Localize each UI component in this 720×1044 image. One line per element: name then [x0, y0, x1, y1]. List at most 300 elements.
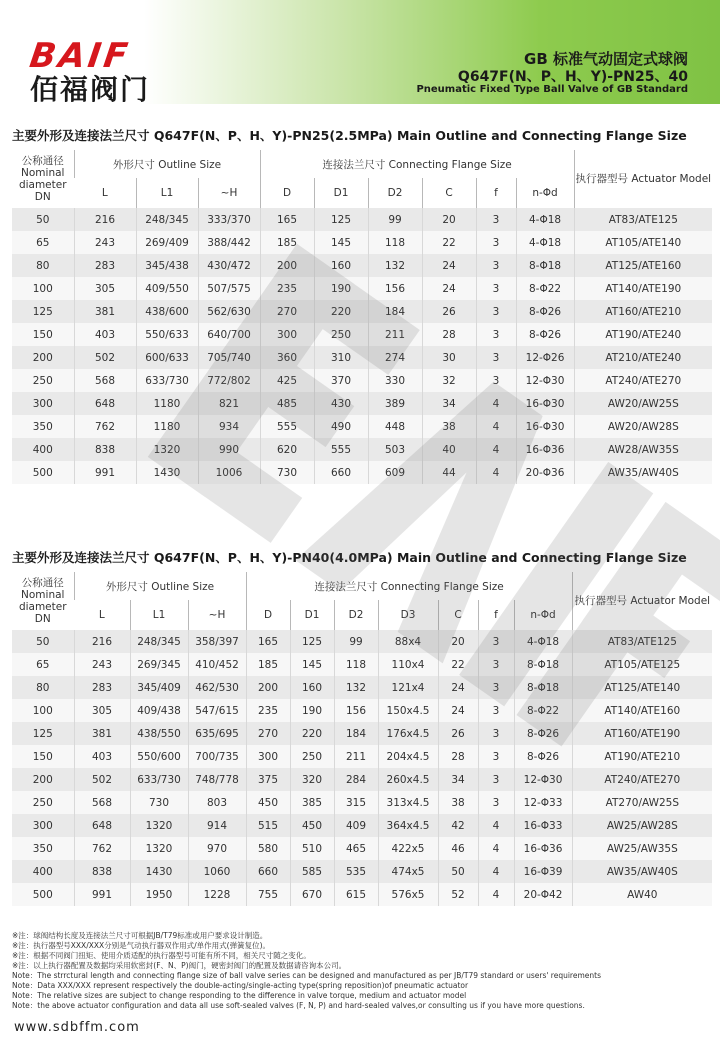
table-cell: 315: [334, 791, 378, 814]
table-cell: 269/345: [130, 653, 188, 676]
table-cell: 755: [246, 883, 290, 906]
table-row: [12, 791, 712, 814]
table-cell: 16-Φ33: [514, 814, 572, 837]
table-cell: 200: [260, 254, 314, 277]
table-cell: 748/778: [188, 768, 246, 791]
table-cell: 24: [422, 254, 476, 277]
table-cell: 450: [246, 791, 290, 814]
table-cell: 243: [74, 231, 136, 254]
table-row: [12, 254, 712, 277]
table-cell: 358/397: [188, 630, 246, 653]
table-cell: 250: [314, 323, 368, 346]
table-cell: 425: [260, 369, 314, 392]
table-cell: 465: [334, 837, 378, 860]
column-header: D1: [314, 178, 368, 208]
header-title-en: Pneumatic Fixed Type Ball Valve of GB Standard: [416, 84, 688, 95]
table-cell: 4: [478, 814, 514, 837]
table-cell: 16-Φ36: [514, 837, 572, 860]
table-cell: 118: [368, 231, 422, 254]
column-header: L1: [136, 178, 198, 208]
table-cell: 320: [290, 768, 334, 791]
table-cell: AT160/ATE190: [572, 722, 712, 745]
table-cell: 762: [74, 415, 136, 438]
table-cell: 3: [476, 346, 516, 369]
table-row: [12, 392, 712, 415]
table-cell: 50: [438, 860, 478, 883]
table-cell: AT105/ATE125: [572, 653, 712, 676]
table-cell: 8-Φ22: [516, 277, 574, 300]
table-cell: 1430: [130, 860, 188, 883]
header-title-model: Q647F(N、P、H、Y)-PN25、40: [457, 69, 688, 85]
table-row: [12, 231, 712, 254]
table-cell: AT190/ATE210: [572, 745, 712, 768]
table-cell: 12-Φ26: [516, 346, 574, 369]
table-row: [12, 814, 712, 837]
table-row: [12, 438, 712, 461]
table-cell: 3: [478, 745, 514, 768]
table-cell: 200: [12, 346, 74, 369]
note-line: ※注：执行器型号XXX/XXX分别是气动执行器双作用式/单作用式(弹簧复位)。: [12, 941, 271, 950]
table-cell: 250: [12, 791, 74, 814]
table-cell: 403: [74, 323, 136, 346]
actuator-model-header: 执行器型号 Actuator Model: [572, 572, 712, 630]
table-cell: 310: [314, 346, 368, 369]
column-header: n-Φd: [514, 600, 572, 630]
table-cell: 500: [12, 461, 74, 484]
column-header: D2: [368, 178, 422, 208]
table-cell: 270: [260, 300, 314, 323]
table-cell: AT125/ATE140: [572, 676, 712, 699]
table-cell: 422x5: [378, 837, 438, 860]
table-cell: 562/630: [198, 300, 260, 323]
table-cell: 283: [74, 254, 136, 277]
table-row: [12, 745, 712, 768]
table-cell: 8-Φ18: [514, 653, 572, 676]
table-cell: 438/600: [136, 300, 198, 323]
table-cell: 821: [198, 392, 260, 415]
table-cell: 42: [438, 814, 478, 837]
table-cell: 300: [12, 392, 74, 415]
table-cell: 300: [246, 745, 290, 768]
table-cell: 34: [438, 768, 478, 791]
table-cell: 550/633: [136, 323, 198, 346]
table-row: [12, 369, 712, 392]
table-cell: 250: [12, 369, 74, 392]
table-cell: 99: [368, 208, 422, 231]
table-cell: 16-Φ39: [514, 860, 572, 883]
table-cell: 4: [476, 392, 516, 415]
table-cell: 99: [334, 630, 378, 653]
table-cell: 125: [12, 300, 74, 323]
table-cell: 8-Φ18: [514, 676, 572, 699]
table-cell: AT140/ATE160: [572, 699, 712, 722]
logo-text: BAIF: [27, 36, 133, 76]
table-cell: 274: [368, 346, 422, 369]
table-cell: 190: [290, 699, 334, 722]
table-cell: 284: [334, 768, 378, 791]
table-cell: 438/550: [130, 722, 188, 745]
table-cell: 3: [476, 231, 516, 254]
table-cell: 370: [314, 369, 368, 392]
table-cell: 375: [246, 768, 290, 791]
table-cell: 235: [246, 699, 290, 722]
table-cell: 34: [422, 392, 476, 415]
table-cell: 16-Φ36: [516, 438, 574, 461]
table-cell: AW20/AW28S: [574, 415, 712, 438]
table-cell: 8-Φ26: [514, 745, 572, 768]
table-row: [12, 415, 712, 438]
table-cell: 40: [422, 438, 476, 461]
table-cell: 200: [246, 676, 290, 699]
table-cell: 1320: [130, 837, 188, 860]
actuator-model-header: 执行器型号 Actuator Model: [574, 150, 712, 208]
table-cell: 555: [314, 438, 368, 461]
table-cell: 409/438: [130, 699, 188, 722]
table-cell: 580: [246, 837, 290, 860]
table-cell: 125: [290, 630, 334, 653]
dn-header: 公称通径 Nominal diameter DN: [12, 572, 74, 630]
table-cell: 4: [478, 860, 514, 883]
table-cell: 125: [314, 208, 368, 231]
table-cell: 1180: [136, 392, 198, 415]
column-header: n-Φd: [516, 178, 574, 208]
table-cell: 26: [438, 722, 478, 745]
column-header: L: [74, 178, 136, 208]
table-cell: 730: [130, 791, 188, 814]
table-cell: 3: [478, 699, 514, 722]
table-cell: 150: [12, 323, 74, 346]
table-cell: 705/740: [198, 346, 260, 369]
notes-section: [12, 931, 712, 1011]
table-cell: 24: [438, 676, 478, 699]
table-cell: 65: [12, 653, 74, 676]
table-cell: 615: [334, 883, 378, 906]
table-cell: 485: [260, 392, 314, 415]
table-cell: 648: [74, 392, 136, 415]
table-cell: 3: [476, 208, 516, 231]
table-cell: 20-Φ42: [514, 883, 572, 906]
table-cell: 184: [368, 300, 422, 323]
table-cell: 121x4: [378, 676, 438, 699]
table-cell: 184: [334, 722, 378, 745]
table-cell: 300: [260, 323, 314, 346]
table-cell: 145: [314, 231, 368, 254]
table-cell: 12-Φ30: [514, 768, 572, 791]
table-cell: 403: [74, 745, 130, 768]
table-cell: 381: [74, 722, 130, 745]
table-cell: 345/409: [130, 676, 188, 699]
table-cell: AT240/ATE270: [574, 369, 712, 392]
table-cell: 991: [74, 461, 136, 484]
table-cell: 1950: [130, 883, 188, 906]
table-row: [12, 837, 712, 860]
table-cell: 914: [188, 814, 246, 837]
table-cell: AW40: [572, 883, 712, 906]
table-cell: 430: [314, 392, 368, 415]
table-cell: 235: [260, 277, 314, 300]
table-cell: 462/530: [188, 676, 246, 699]
table-cell: 248/345: [130, 630, 188, 653]
note-line: ※注：球阀结构长度及连接法兰尺寸可根据JB/T79标准或用户要求设计制造。: [12, 931, 268, 940]
table-cell: AT83/ATE125: [572, 630, 712, 653]
table-cell: 8-Φ26: [514, 722, 572, 745]
table-cell: AT240/ATE270: [572, 768, 712, 791]
table-cell: 3: [478, 630, 514, 653]
table-cell: 502: [74, 768, 130, 791]
table-cell: 3: [476, 254, 516, 277]
table-cell: 670: [290, 883, 334, 906]
column-header: ~H: [188, 600, 246, 630]
table-cell: 609: [368, 461, 422, 484]
column-header: L1: [130, 600, 188, 630]
table-cell: 474x5: [378, 860, 438, 883]
table-row: [12, 300, 712, 323]
table-cell: AT105/ATE140: [574, 231, 712, 254]
table-cell: 535: [334, 860, 378, 883]
table-cell: 50: [12, 630, 74, 653]
note-line: Note：The strrctural length and connecting flange size of ball valve series can be designed and manufactured as per JB/T79 standard or users' requirements: [12, 971, 601, 980]
table-cell: 176x4.5: [378, 722, 438, 745]
table-cell: 3: [476, 323, 516, 346]
table-cell: 772/802: [198, 369, 260, 392]
table-cell: 118: [334, 653, 378, 676]
table-cell: 838: [74, 860, 130, 883]
table-cell: AT140/ATE190: [574, 277, 712, 300]
table-row: [12, 630, 712, 653]
table-cell: 110x4: [378, 653, 438, 676]
table-cell: 220: [290, 722, 334, 745]
table-cell: 125: [12, 722, 74, 745]
table-cell: AT190/ATE240: [574, 323, 712, 346]
table-cell: AW20/AW25S: [574, 392, 712, 415]
column-header: D2: [334, 600, 378, 630]
table-cell: 313x4.5: [378, 791, 438, 814]
table-cell: 216: [74, 208, 136, 231]
table-cell: 507/575: [198, 277, 260, 300]
table-cell: 934: [198, 415, 260, 438]
column-header: f: [476, 178, 516, 208]
header-title-cn: GB 标准气动固定式球阀: [524, 50, 688, 68]
table-cell: 503: [368, 438, 422, 461]
table-cell: 4: [476, 438, 516, 461]
flange-size-header: 连接法兰尺寸 Connecting Flange Size: [260, 150, 574, 178]
table-cell: 190: [314, 277, 368, 300]
table-cell: 585: [290, 860, 334, 883]
table-cell: 555: [260, 415, 314, 438]
table-row: [12, 676, 712, 699]
column-header: D1: [290, 600, 334, 630]
table-row: [12, 722, 712, 745]
table-cell: 211: [334, 745, 378, 768]
table-cell: 12-Φ33: [514, 791, 572, 814]
table-cell: 576x5: [378, 883, 438, 906]
table-cell: 8-Φ26: [516, 300, 574, 323]
table-cell: 409/550: [136, 277, 198, 300]
table-cell: 185: [246, 653, 290, 676]
table-cell: 30: [422, 346, 476, 369]
note-line: Note：The relative sizes are subject to change responding to the difference in valve torque, medium and actuator model: [12, 991, 467, 1000]
outline-size-header: 外形尺寸 Outline Size: [74, 572, 246, 600]
table-cell: 502: [74, 346, 136, 369]
table-cell: 260x4.5: [378, 768, 438, 791]
table-cell: 4: [476, 461, 516, 484]
flange-size-header: 连接法兰尺寸 Connecting Flange Size: [246, 572, 572, 600]
table-cell: 305: [74, 277, 136, 300]
table-cell: 633/730: [130, 768, 188, 791]
table-cell: 1060: [188, 860, 246, 883]
table-cell: 220: [314, 300, 368, 323]
table-row: [12, 768, 712, 791]
table-cell: 991: [74, 883, 130, 906]
table-cell: 44: [422, 461, 476, 484]
table-cell: AT125/ATE160: [574, 254, 712, 277]
table-cell: 1228: [188, 883, 246, 906]
table-cell: 635/695: [188, 722, 246, 745]
column-header: D3: [378, 600, 438, 630]
table-cell: AW25/AW28S: [572, 814, 712, 837]
table-row: [12, 323, 712, 346]
table-cell: 350: [12, 415, 74, 438]
table-cell: 3: [478, 791, 514, 814]
table-cell: 3: [476, 300, 516, 323]
table-cell: 430/472: [198, 254, 260, 277]
table-row: [12, 346, 712, 369]
website-url[interactable]: www.sdbffm.com: [14, 1020, 140, 1035]
table-cell: 80: [12, 676, 74, 699]
table-row: [12, 699, 712, 722]
table-cell: 269/409: [136, 231, 198, 254]
table-cell: 32: [422, 369, 476, 392]
table-cell: 640/700: [198, 323, 260, 346]
table-cell: 1006: [198, 461, 260, 484]
table-cell: 600/633: [136, 346, 198, 369]
table-cell: 490: [314, 415, 368, 438]
table-cell: 400: [12, 860, 74, 883]
table-cell: 4: [478, 883, 514, 906]
column-header: C: [438, 600, 478, 630]
table-row: [12, 208, 712, 231]
table-cell: 389: [368, 392, 422, 415]
table-row: [12, 883, 712, 906]
table-cell: 211: [368, 323, 422, 346]
table-cell: AT83/ATE125: [574, 208, 712, 231]
note-line: Note：the above actuator configuration and data all use soft-sealed valves (F, N, P) and hard-sealed valves,or consulting us if you have more questions.: [12, 1001, 585, 1010]
column-header: D: [246, 600, 290, 630]
column-header: L: [74, 600, 130, 630]
table-cell: 450: [290, 814, 334, 837]
table-cell: 165: [260, 208, 314, 231]
table-cell: 8-Φ26: [516, 323, 574, 346]
table-cell: 160: [314, 254, 368, 277]
table-cell: 381: [74, 300, 136, 323]
table-cell: 700/735: [188, 745, 246, 768]
table-cell: 80: [12, 254, 74, 277]
table-cell: 132: [334, 676, 378, 699]
table-cell: 50: [12, 208, 74, 231]
table-cell: 52: [438, 883, 478, 906]
note-line: ※注：根据不同阀门扭矩、使用介质适配的执行器型号可能有所不同，相关尺寸随之变化。: [12, 951, 311, 960]
table-row: [12, 277, 712, 300]
table-cell: 400: [12, 438, 74, 461]
table-cell: 38: [422, 415, 476, 438]
table-cell: 283: [74, 676, 130, 699]
column-header: ~H: [198, 178, 260, 208]
table-cell: 132: [368, 254, 422, 277]
table-cell: 500: [12, 883, 74, 906]
table-cell: 3: [476, 369, 516, 392]
table-cell: 568: [74, 369, 136, 392]
table-cell: 20: [438, 630, 478, 653]
table-cell: 156: [368, 277, 422, 300]
table-cell: 1430: [136, 461, 198, 484]
note-line: Note：Data XXX/XXX represent respectively the double-acting/single-acting type(spring reposition)of pneumatic actuator: [12, 981, 469, 990]
table-cell: 990: [198, 438, 260, 461]
table-cell: 28: [438, 745, 478, 768]
table-cell: 4-Φ18: [516, 231, 574, 254]
table-cell: 46: [438, 837, 478, 860]
table-cell: 26: [422, 300, 476, 323]
table-cell: 510: [290, 837, 334, 860]
table-cell: 3: [478, 653, 514, 676]
table-cell: AT160/ATE210: [574, 300, 712, 323]
table-cell: 165: [246, 630, 290, 653]
table-cell: AW35/AW40S: [572, 860, 712, 883]
table-row: [12, 653, 712, 676]
table-cell: 360: [260, 346, 314, 369]
column-header: C: [422, 178, 476, 208]
table-cell: 1320: [130, 814, 188, 837]
table-cell: 1180: [136, 415, 198, 438]
table-cell: 633/730: [136, 369, 198, 392]
table-cell: AW25/AW35S: [572, 837, 712, 860]
table-cell: 3: [476, 277, 516, 300]
table-cell: 100: [12, 699, 74, 722]
table-cell: 648: [74, 814, 130, 837]
table-cell: 305: [74, 699, 130, 722]
table-cell: 248/345: [136, 208, 198, 231]
table-cell: 547/615: [188, 699, 246, 722]
table-cell: 364x4.5: [378, 814, 438, 837]
table-cell: 660: [314, 461, 368, 484]
table-cell: 243: [74, 653, 130, 676]
table-cell: 22: [438, 653, 478, 676]
table-cell: AW28/AW35S: [574, 438, 712, 461]
table-cell: 4-Φ18: [516, 208, 574, 231]
table2-title: 主要外形及连接法兰尺寸 Q647F(N、P、H、Y)-PN40(4.0MPa) Main Outline and Connecting Flange Size: [12, 550, 687, 565]
table-row: [12, 860, 712, 883]
table-cell: 660: [246, 860, 290, 883]
column-header: D: [260, 178, 314, 208]
table-cell: 3: [478, 768, 514, 791]
table-cell: 20-Φ36: [516, 461, 574, 484]
header-banner: [0, 0, 720, 104]
table1-title: 主要外形及连接法兰尺寸 Q647F(N、P、H、Y)-PN25(2.5MPa) Main Outline and Connecting Flange Size: [12, 128, 687, 143]
table-cell: 22: [422, 231, 476, 254]
pn25-size-table: [12, 150, 712, 484]
table-row: [12, 461, 712, 484]
table-cell: 150x4.5: [378, 699, 438, 722]
table-cell: 385: [290, 791, 334, 814]
logo-chinese-name: 佰福阀门: [30, 73, 151, 106]
table-cell: 12-Φ30: [516, 369, 574, 392]
table-cell: 24: [422, 277, 476, 300]
table-cell: 204x4.5: [378, 745, 438, 768]
table-cell: 38: [438, 791, 478, 814]
table-cell: 350: [12, 837, 74, 860]
table-cell: 65: [12, 231, 74, 254]
table-cell: 4: [476, 415, 516, 438]
table-cell: 4-Φ18: [514, 630, 572, 653]
